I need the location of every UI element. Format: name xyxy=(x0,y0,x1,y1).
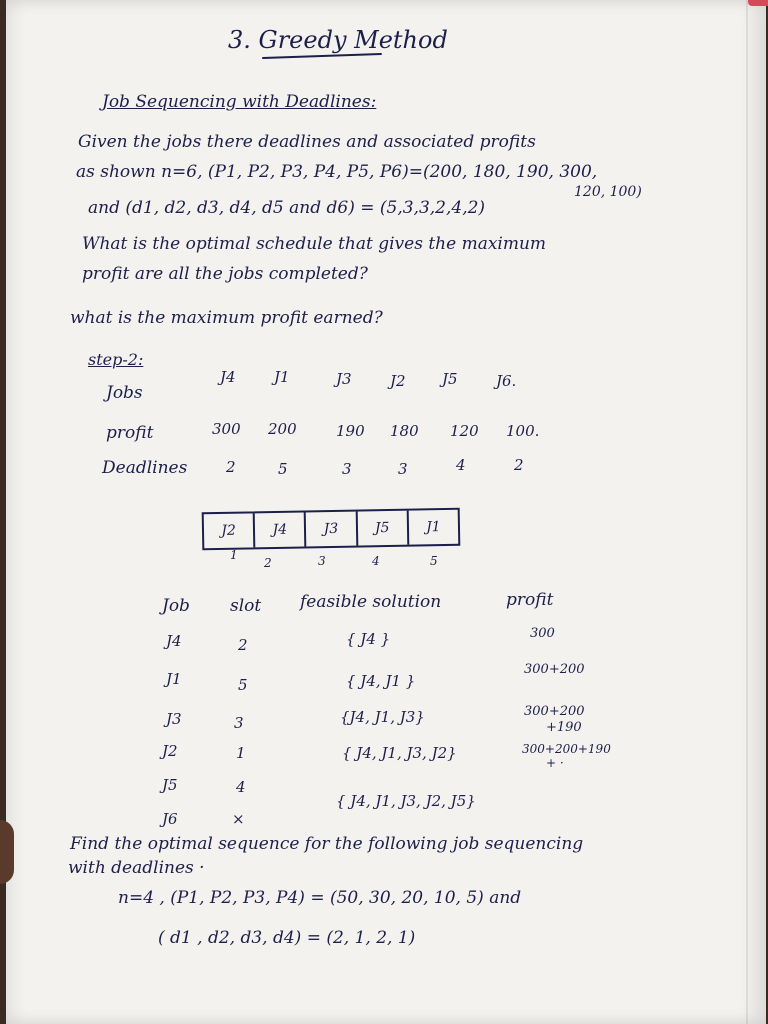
problem-line-4: What is the optimal schedule that gives the maximum xyxy=(82,234,547,254)
solution-profit: 300+200 xyxy=(524,704,585,719)
solution-job: J1 xyxy=(166,670,182,688)
solution-profit: 300+200+190 xyxy=(522,742,611,756)
table-header-feasible-solution: feasible solution xyxy=(300,592,442,612)
exercise-line-2: with deadlines · xyxy=(68,858,205,878)
schedule-slot: J4 xyxy=(255,512,307,547)
solution-profit-extra: + · xyxy=(546,756,564,770)
solution-set: {J4, J1, J3} xyxy=(340,708,425,726)
slot-number: 3 xyxy=(318,554,326,568)
solution-job: J2 xyxy=(162,742,178,760)
slot-number: 5 xyxy=(430,554,438,568)
profit-cell: 200 xyxy=(268,420,297,438)
job-cell: J4 xyxy=(220,368,236,386)
exercise-line-1: Find the optimal sequence for the following job sequencing xyxy=(70,834,584,854)
schedule-slot: J5 xyxy=(357,511,409,546)
profit-cell: 120 xyxy=(450,422,479,440)
solution-profit: 300+200 xyxy=(524,662,585,677)
job-cell: J3 xyxy=(336,370,352,388)
schedule-slot: J1 xyxy=(425,519,441,536)
slot-number: 4 xyxy=(372,554,380,568)
job-cell: J6. xyxy=(496,372,517,390)
profit-row-label: profit xyxy=(106,423,154,443)
table-header-profit: profit xyxy=(506,590,554,610)
solution-set: { J4, J1, J3, J2} xyxy=(342,744,457,762)
deadlines-row-label: Deadlines xyxy=(102,458,188,478)
step-label: step-2: xyxy=(88,350,144,369)
problem-line-1: Given the jobs there deadlines and associated profits xyxy=(78,132,536,152)
deadline-cell: 2 xyxy=(226,458,236,476)
job-cell: J2 xyxy=(390,372,406,390)
problem-line-5: profit are all the jobs completed? xyxy=(82,264,368,284)
slot-number: 2 xyxy=(264,556,272,570)
deadline-cell: 3 xyxy=(398,460,408,478)
solution-slot: 2 xyxy=(238,636,248,654)
solution-set: { J4, J1 } xyxy=(346,672,416,690)
solution-slot: × xyxy=(232,810,245,828)
section-subtitle: Job Sequencing with Deadlines: xyxy=(102,92,377,112)
solution-profit-extra: +190 xyxy=(546,720,582,735)
solution-slot: 3 xyxy=(234,714,244,732)
solution-slot: 5 xyxy=(238,676,248,694)
job-cell: J1 xyxy=(274,368,290,386)
table-header-slot: slot xyxy=(230,596,262,616)
profit-cell: 100. xyxy=(506,422,540,440)
corner-tab xyxy=(748,0,768,6)
jobs-row-label: Jobs xyxy=(106,383,143,403)
schedule-slots xyxy=(202,508,461,550)
problem-line-2: as shown n=6, (P1, P2, P3, P4, P5, P6)=(200, 180, 190, 300, xyxy=(76,162,598,182)
solution-set: { J4, J1, J3, J2, J5} xyxy=(336,792,476,810)
solution-profit: 300 xyxy=(530,626,555,641)
deadline-cell: 4 xyxy=(456,456,466,474)
problem-line-6: what is the maximum profit earned? xyxy=(70,308,383,328)
page-title: 3. Greedy Method xyxy=(228,26,448,54)
profit-cell: 190 xyxy=(336,422,365,440)
schedule-slot: J2 xyxy=(204,513,256,548)
solution-slot: 4 xyxy=(236,778,246,796)
exercise-line-4: ( d1 , d2, d3, d4) = (2, 1, 2, 1) xyxy=(158,928,416,948)
deadline-cell: 3 xyxy=(342,460,352,478)
profit-cell: 300 xyxy=(212,420,241,438)
deadline-cell: 5 xyxy=(278,460,288,478)
profit-cell: 180 xyxy=(390,422,419,440)
solution-slot: 1 xyxy=(236,744,246,762)
deadline-cell: 2 xyxy=(514,456,524,474)
table-header-job: Job xyxy=(162,596,190,616)
thumb xyxy=(0,820,14,884)
schedule-slot: J3 xyxy=(306,512,358,547)
problem-line-2b: 120, 100) xyxy=(574,184,642,200)
job-cell: J5 xyxy=(442,370,458,388)
page-fold xyxy=(746,0,748,1024)
solution-job: J6 xyxy=(162,810,178,828)
solution-job: J4 xyxy=(166,632,182,650)
notebook-page xyxy=(6,0,766,1024)
solution-job: J3 xyxy=(166,710,182,728)
problem-line-3: and (d1, d2, d3, d4, d5 and d6) = (5,3,3,2,4,2) xyxy=(88,198,486,218)
solution-job: J5 xyxy=(162,776,178,794)
solution-set: { J4 } xyxy=(346,630,391,648)
exercise-line-3: n=4 , (P1, P2, P3, P4) = (50, 30, 20, 10, 5) and xyxy=(118,888,522,908)
slot-number: 1 xyxy=(230,548,238,562)
